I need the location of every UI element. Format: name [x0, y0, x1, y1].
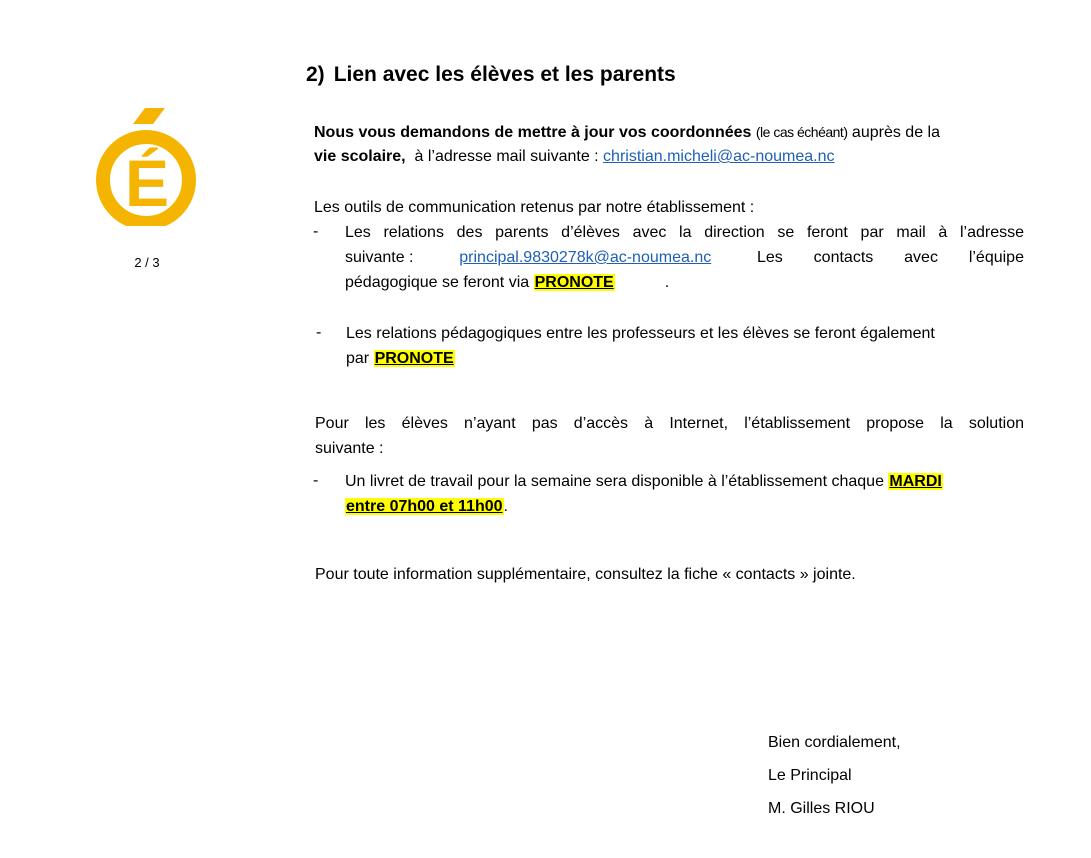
offline-item-line1	[345, 472, 943, 492]
tools-item1-line3-suffix: .	[664, 274, 670, 291]
logo-letter: É	[124, 146, 170, 220]
signature-greeting: Bien cordialement,	[768, 734, 901, 751]
intro-line-2	[314, 147, 835, 167]
intro-line-1	[314, 122, 940, 143]
tools-item1-suffix-word: contacts	[813, 249, 874, 266]
tools-item1-prefix: suivante :	[345, 249, 414, 266]
tools-item1-suffix	[757, 248, 1024, 268]
intro-bold-text: Nous vous demandons de mettre à jour vos coordonnées	[314, 124, 752, 141]
signature-role: Le Principal	[768, 767, 852, 784]
section-heading	[306, 63, 676, 87]
tools-item1-line3	[345, 273, 669, 293]
tools-item1-suffix-word: l’équipe	[968, 249, 1024, 266]
pronote-highlight-1: PRONOTE	[534, 274, 614, 291]
tools-item1-line3-prefix: pédagogique se feront via	[345, 274, 534, 291]
section-title: Lien avec les élèves et les parents	[333, 63, 676, 86]
page-number: 2 / 3	[134, 255, 160, 270]
pronote-highlight-2: PRONOTE	[374, 350, 454, 367]
bullet-dash: -	[316, 324, 322, 341]
offline-line-2: suivante :	[315, 440, 384, 457]
offline-line-1: Pour les élèves n’ayant pas d’accès à Internet, l’établissement propose la solution	[315, 415, 1024, 432]
bullet-dash: -	[313, 223, 319, 240]
tools-item2-prefix: par	[346, 350, 374, 367]
intro-address-text: à l’adresse mail suivante :	[405, 148, 604, 165]
bullet-dash: -	[313, 472, 319, 489]
offline-item-suffix: .	[503, 498, 508, 515]
principal-email-link[interactable]: principal.9830278k@ac-noumea.nc	[459, 249, 712, 266]
education-logo	[93, 108, 201, 226]
signature-name: M. Gilles RIOU	[768, 800, 875, 817]
mardi-highlight: MARDI	[889, 473, 942, 490]
offline-item-line2	[345, 497, 508, 517]
intro-after-paren: auprès de la	[847, 124, 940, 141]
tools-item1-suffix-word: avec	[904, 249, 938, 266]
tools-item1-suffix-word: Les	[757, 249, 783, 266]
hours-highlight: entre 07h00 et 11h00	[346, 498, 503, 515]
logo-accent	[133, 108, 165, 124]
vie-scolaire-text: vie scolaire,	[314, 148, 406, 165]
tools-lead: Les outils de communication retenus par notre établissement :	[314, 199, 755, 216]
vie-scolaire-email-link[interactable]: christian.micheli@ac-noumea.nc	[603, 148, 835, 165]
offline-item-text: Un livret de travail pour la semaine sera disponible à l’établissement chaque	[345, 473, 889, 490]
tools-item2-line1: Les relations pédagogiques entre les professeurs et les élèves se feront également	[346, 325, 935, 342]
info-text: Pour toute information supplémentaire, consultez la fiche « contacts » jointe.	[315, 566, 856, 583]
intro-paren-text: (le cas échéant)	[755, 124, 848, 140]
tools-item1-line1: Les relations des parents d’élèves avec la direction se feront par mail à l’adresse	[345, 224, 1024, 241]
tools-item2-line2	[346, 349, 455, 369]
section-number: 2)	[306, 63, 325, 86]
tools-item1-line2	[345, 248, 1024, 268]
